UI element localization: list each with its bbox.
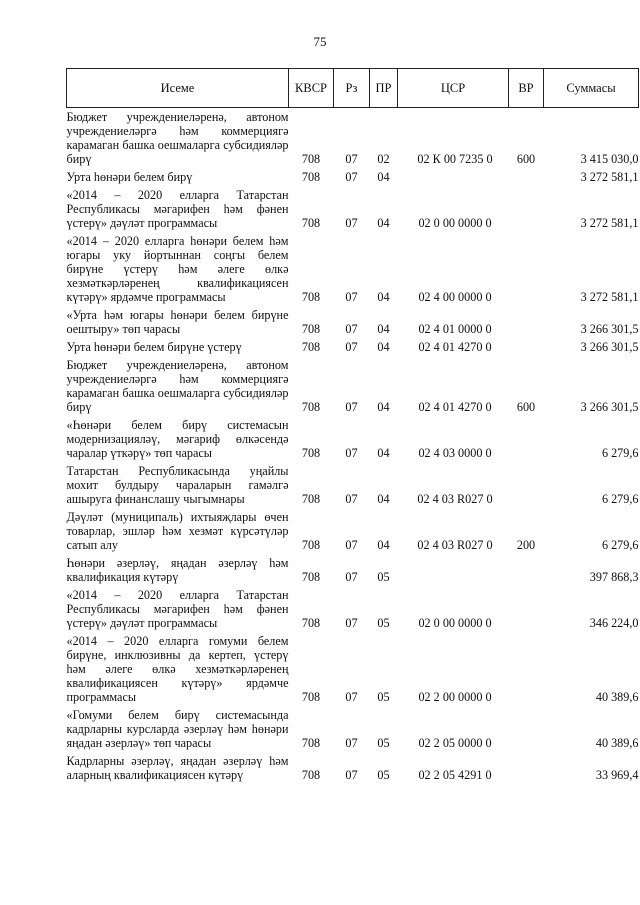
header-sum: Суммасы	[544, 69, 639, 108]
cell-vr	[509, 232, 544, 306]
table-row	[67, 752, 639, 784]
cell-rz: 07	[345, 690, 358, 704]
cell-vr	[509, 554, 544, 586]
cell-vr: 600	[516, 400, 536, 414]
cell-sum: 3 415 030,0	[580, 152, 639, 166]
cell-vr	[509, 338, 544, 356]
table-row	[67, 356, 639, 416]
cell-sum: 6 279,6	[601, 446, 639, 460]
cell-vr: 600	[516, 152, 536, 166]
cell-csr: 02 К 00 7235 0	[417, 152, 493, 166]
cell-kvsr: 708	[301, 400, 321, 414]
cell-vr	[509, 186, 544, 232]
cell-pr: 04	[377, 322, 390, 336]
cell-kvsr: 708	[301, 446, 321, 460]
cell-rz: 07	[345, 570, 358, 584]
table-row	[67, 632, 639, 706]
cell-name: Татарстан Республикасында уңайлы мохит булдыру чараларын гамәлгә ашыруга финанслашу чыгымнары	[66, 464, 289, 506]
header-vr: ВР	[509, 69, 544, 108]
table-row	[67, 306, 639, 338]
table-row	[67, 706, 639, 752]
cell-pr: 04	[377, 446, 390, 460]
cell-pr: 04	[377, 538, 390, 552]
cell-sum: 3 266 301,5	[580, 340, 639, 354]
table-row	[67, 508, 639, 554]
cell-pr: 04	[377, 290, 390, 304]
cell-kvsr: 708	[301, 570, 321, 584]
cell-rz: 07	[345, 290, 358, 304]
table-row	[67, 338, 639, 356]
table-row	[67, 186, 639, 232]
cell-csr: 02 0 00 0000 0	[418, 216, 492, 230]
cell-pr: 04	[377, 170, 390, 184]
cell-sum: 3 272 581,1	[580, 290, 639, 304]
cell-name: Урта һөнәри белем бирү	[66, 170, 193, 184]
cell-csr: 02 0 00 0000 0	[418, 616, 492, 630]
page-number: 75	[313, 34, 327, 49]
cell-kvsr: 708	[301, 616, 321, 630]
cell-name: Кадрларны әзерләү, яңадан әзерләү һәм аларның квалификациясен күтәрү	[66, 754, 289, 782]
cell-pr: 04	[377, 216, 390, 230]
cell-csr: 02 2 00 0000 0	[418, 690, 492, 704]
cell-name: Бюджет учреждениеләренә, автоном учреждениеләргә һәм коммерциягә карамаган башка оешмаларга субсидияләр бирү	[66, 358, 289, 414]
cell-sum: 3 272 581,1	[580, 216, 639, 230]
cell-kvsr: 708	[301, 690, 321, 704]
cell-csr	[398, 554, 509, 586]
cell-kvsr: 708	[301, 736, 321, 750]
cell-name: «2014 – 2020 елларга һөнәри белем һәм югары уку йортыннан соңгы белем бирүне үстерү һәм әлеге өлкә хезмәткәрләренең квалификациясен күтәрү» ярдәмче программасы	[66, 234, 289, 304]
cell-csr: 02 4 00 0000 0	[418, 290, 492, 304]
cell-rz: 07	[345, 492, 358, 506]
cell-vr	[509, 706, 544, 752]
cell-sum: 40 389,6	[595, 690, 639, 704]
cell-name: Дәүләт (муниципаль) ихтыяҗлары өчен товарлар, эшләр һәм хезмәт күрсәтүләр сатып алу	[66, 510, 289, 552]
cell-sum: 346 224,0	[589, 616, 639, 630]
cell-pr: 05	[377, 570, 390, 584]
table-header-row	[67, 69, 639, 108]
cell-pr: 04	[377, 400, 390, 414]
cell-csr: 02 4 03 R027 0	[417, 492, 493, 506]
table-row	[67, 416, 639, 462]
header-kvsr: КВСР	[289, 69, 334, 108]
cell-rz: 07	[345, 170, 358, 184]
cell-vr	[509, 752, 544, 784]
cell-csr: 02 4 01 4270 0	[418, 400, 492, 414]
cell-csr	[398, 168, 509, 186]
cell-rz: 07	[345, 446, 358, 460]
cell-pr: 05	[377, 616, 390, 630]
table-row	[67, 168, 639, 186]
cell-csr: 02 2 05 0000 0	[418, 736, 492, 750]
table-body	[67, 108, 639, 785]
cell-csr: 02 4 03 0000 0	[418, 446, 492, 460]
table-row	[67, 108, 639, 169]
cell-pr: 04	[377, 340, 390, 354]
cell-sum: 3 266 301,5	[580, 322, 639, 336]
cell-rz: 07	[345, 736, 358, 750]
cell-rz: 07	[345, 400, 358, 414]
cell-pr: 05	[377, 690, 390, 704]
cell-kvsr: 708	[301, 290, 321, 304]
cell-vr: 200	[516, 538, 536, 552]
cell-sum: 397 868,3	[589, 570, 639, 584]
cell-csr: 02 2 05 4291 0	[418, 768, 492, 782]
cell-vr	[509, 306, 544, 338]
cell-vr	[509, 632, 544, 706]
table-row	[67, 554, 639, 586]
cell-rz: 07	[345, 216, 358, 230]
cell-rz: 07	[345, 152, 358, 166]
cell-kvsr: 708	[301, 170, 321, 184]
budget-table	[66, 68, 639, 784]
cell-kvsr: 708	[301, 322, 321, 336]
cell-sum: 33 969,4	[595, 768, 639, 782]
cell-kvsr: 708	[301, 492, 321, 506]
cell-sum: 6 279,6	[601, 538, 639, 552]
cell-kvsr: 708	[301, 216, 321, 230]
table-row	[67, 232, 639, 306]
cell-csr: 02 4 01 4270 0	[418, 340, 492, 354]
cell-name: «Гомуми белем бирү системасында кадрларны курсларда әзерләү һәм һөнәри яңадан әзерләү» төп чарасы	[66, 708, 289, 750]
cell-name: «2014 – 2020 елларга гомуми белем бирүне, инклюзивны да кертеп, үстерү һәм әлеге өлкә хезмәткәрләренең квалификациясен күтәрү» ярдәмче программасы	[66, 634, 289, 704]
cell-sum: 6 279,6	[601, 492, 639, 506]
cell-vr	[509, 416, 544, 462]
cell-name: Урта һөнәри белем бирүне үстерү	[66, 340, 242, 354]
cell-kvsr: 708	[301, 538, 321, 552]
cell-pr: 04	[377, 492, 390, 506]
cell-name: «2014 – 2020 елларга Татарстан Республикасы мәгарифен һәм фәнен үстерү» дәүләт программасы	[66, 188, 289, 230]
cell-kvsr: 708	[301, 152, 321, 166]
cell-rz: 07	[345, 616, 358, 630]
cell-sum: 3 272 581,1	[580, 170, 639, 184]
cell-rz: 07	[345, 538, 358, 552]
header-name: Исеме	[67, 69, 289, 108]
cell-pr: 05	[377, 736, 390, 750]
cell-rz: 07	[345, 768, 358, 782]
table-row	[67, 462, 639, 508]
cell-sum: 3 266 301,5	[580, 400, 639, 414]
cell-vr	[509, 462, 544, 508]
cell-csr: 02 4 03 R027 0	[417, 538, 493, 552]
cell-pr: 02	[377, 152, 390, 166]
cell-vr	[509, 586, 544, 632]
header-rz: Рз	[334, 69, 370, 108]
cell-name: «Һөнәри белем бирү системасын модернизацияләү, мәгариф өлкәсендә чаралар үткәрү» төп чарасы	[66, 418, 289, 460]
header-pr: ПР	[370, 69, 398, 108]
cell-name: «Урта һәм югары һөнәри белем бирүне оештыру» төп чарасы	[66, 308, 289, 336]
table-row	[67, 586, 639, 632]
cell-pr: 05	[377, 768, 390, 782]
cell-rz: 07	[345, 340, 358, 354]
cell-kvsr: 708	[301, 340, 321, 354]
cell-name: Һөнәри әзерләү, яңадан әзерләү һәм квалификация күтәрү	[66, 556, 289, 584]
cell-sum: 40 389,6	[595, 736, 639, 750]
cell-vr	[509, 168, 544, 186]
cell-name: Бюджет учреждениеләренә, автоном учреждениеләргә һәм коммерциягә карамаган башка оешмаларга субсидияләр бирү	[66, 110, 289, 166]
cell-rz: 07	[345, 322, 358, 336]
cell-csr: 02 4 01 0000 0	[418, 322, 492, 336]
cell-kvsr: 708	[301, 768, 321, 782]
cell-name: «2014 – 2020 елларга Татарстан Республикасы мәгарифен һәм фәнен үстерү» дәүләт программасы	[66, 588, 289, 630]
header-csr: ЦСР	[398, 69, 509, 108]
